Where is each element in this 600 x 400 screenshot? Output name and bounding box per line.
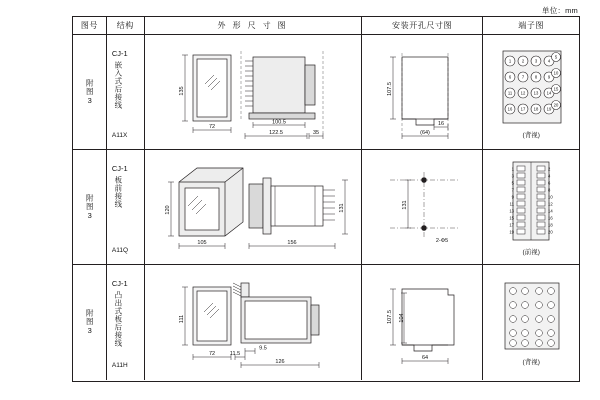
svg-text:126: 126: [275, 359, 285, 365]
cell-structure-1: [107, 35, 145, 149]
cell-fig-no-1: 附图3: [73, 35, 107, 149]
svg-text:100.5: 100.5: [271, 119, 286, 126]
header-cell-structure: 结构: [107, 17, 145, 34]
svg-text:64: 64: [421, 355, 428, 361]
svg-text:6: 6: [548, 180, 551, 186]
svg-text:14: 14: [548, 208, 554, 214]
cell-structure-2: [107, 150, 145, 264]
cell-fig-no-3: 附图3: [73, 265, 107, 380]
header-cell-outline: 外 形 尺 寸 图: [145, 17, 362, 34]
svg-text:16: 16: [508, 106, 513, 112]
svg-text:2: 2: [548, 166, 551, 172]
svg-text:4: 4: [548, 173, 551, 179]
svg-text:20: 20: [554, 102, 559, 108]
svg-text:15: 15: [554, 86, 559, 92]
svg-text:12: 12: [548, 201, 554, 207]
svg-text:9: 9: [548, 74, 551, 80]
svg-text:10: 10: [554, 70, 559, 76]
cell-mounting-3: [362, 265, 484, 380]
svg-text:122.5: 122.5: [268, 130, 283, 136]
svg-text:16: 16: [437, 121, 444, 127]
svg-text:12: 12: [521, 90, 526, 96]
svg-text:5: 5: [512, 180, 515, 186]
svg-text:105: 105: [197, 240, 207, 246]
svg-text:2: 2: [522, 58, 525, 64]
terminal-view-caption-2: (前视): [522, 249, 540, 256]
table-header-row: [73, 17, 579, 35]
cell-terminal-1: [483, 35, 579, 149]
svg-text:1: 1: [509, 58, 512, 64]
svg-text:19: 19: [547, 106, 552, 112]
svg-text:13: 13: [509, 208, 515, 214]
svg-text:111: 111: [178, 314, 185, 324]
cell-outline-1: [145, 35, 362, 149]
table-row: [73, 150, 579, 265]
svg-text:3: 3: [535, 58, 538, 64]
svg-text:107.5: 107.5: [386, 82, 393, 96]
svg-text:8: 8: [535, 74, 538, 80]
svg-text:107.5: 107.5: [386, 310, 393, 324]
header-cell-mounting: 安装开孔尺寸图: [362, 17, 484, 34]
header-cell-terminal: 端子图: [518, 21, 545, 30]
structure-block-3: CJ-1 凸出式板后接线 A11H: [111, 279, 128, 369]
svg-text:19: 19: [509, 229, 515, 235]
svg-text:11.5: 11.5: [229, 351, 240, 357]
cell-outline-3: [145, 265, 362, 380]
svg-text:6: 6: [509, 74, 512, 80]
svg-text:5: 5: [555, 54, 558, 60]
header-cell-fig-no: 图号: [73, 17, 107, 34]
table-row: [73, 265, 579, 380]
svg-text:156: 156: [287, 240, 297, 246]
svg-text:9.5: 9.5: [258, 345, 267, 352]
terminal-view-caption-3: (背视): [522, 359, 540, 366]
svg-text:8: 8: [548, 187, 551, 193]
svg-text:4: 4: [548, 58, 551, 64]
svg-text:72: 72: [208, 124, 215, 130]
svg-text:3: 3: [512, 173, 515, 179]
svg-text:135: 135: [178, 86, 185, 96]
svg-text:11: 11: [510, 201, 515, 207]
svg-text:16: 16: [548, 215, 554, 221]
svg-text:7: 7: [522, 74, 525, 80]
svg-text:18: 18: [534, 106, 539, 112]
unit-note: 单位：mm: [542, 6, 578, 15]
svg-text:104: 104: [398, 313, 405, 323]
structure-block-2: CJ-1 板前接线 A11Q: [111, 164, 129, 254]
svg-text:120: 120: [164, 205, 171, 215]
table-row: [73, 35, 579, 150]
svg-text:10: 10: [548, 194, 554, 200]
svg-text:17: 17: [521, 106, 526, 112]
svg-text:72: 72: [208, 351, 215, 357]
svg-text:20: 20: [548, 229, 554, 235]
cell-mounting-1: [362, 35, 484, 149]
structure-block-1: CJ-1 嵌入式后接线 A11X: [111, 49, 128, 139]
spec-table: [72, 16, 580, 382]
svg-text:1: 1: [512, 166, 515, 172]
svg-text:14: 14: [547, 90, 552, 96]
svg-text:17: 17: [509, 222, 515, 228]
cell-outline-2: [145, 150, 362, 264]
cell-structure-3: [107, 265, 145, 380]
cell-terminal-3: [483, 265, 579, 380]
svg-text:13: 13: [534, 90, 539, 96]
svg-text:35: 35: [312, 130, 319, 136]
cell-mounting-2: [362, 150, 484, 264]
svg-text:15: 15: [509, 215, 515, 221]
svg-text:18: 18: [548, 222, 554, 228]
cell-terminal-2: [483, 150, 579, 264]
svg-text:9: 9: [512, 194, 515, 200]
svg-text:11: 11: [508, 90, 513, 96]
terminal-view-caption-1: (背视): [522, 132, 540, 139]
cell-fig-no-2: 附图3: [73, 150, 107, 264]
svg-text:2-Φ5: 2-Φ5: [435, 238, 449, 244]
svg-text:131: 131: [338, 203, 345, 213]
svg-text:7: 7: [512, 187, 515, 193]
svg-text:(64): (64): [419, 130, 430, 136]
svg-text:131: 131: [401, 200, 408, 210]
